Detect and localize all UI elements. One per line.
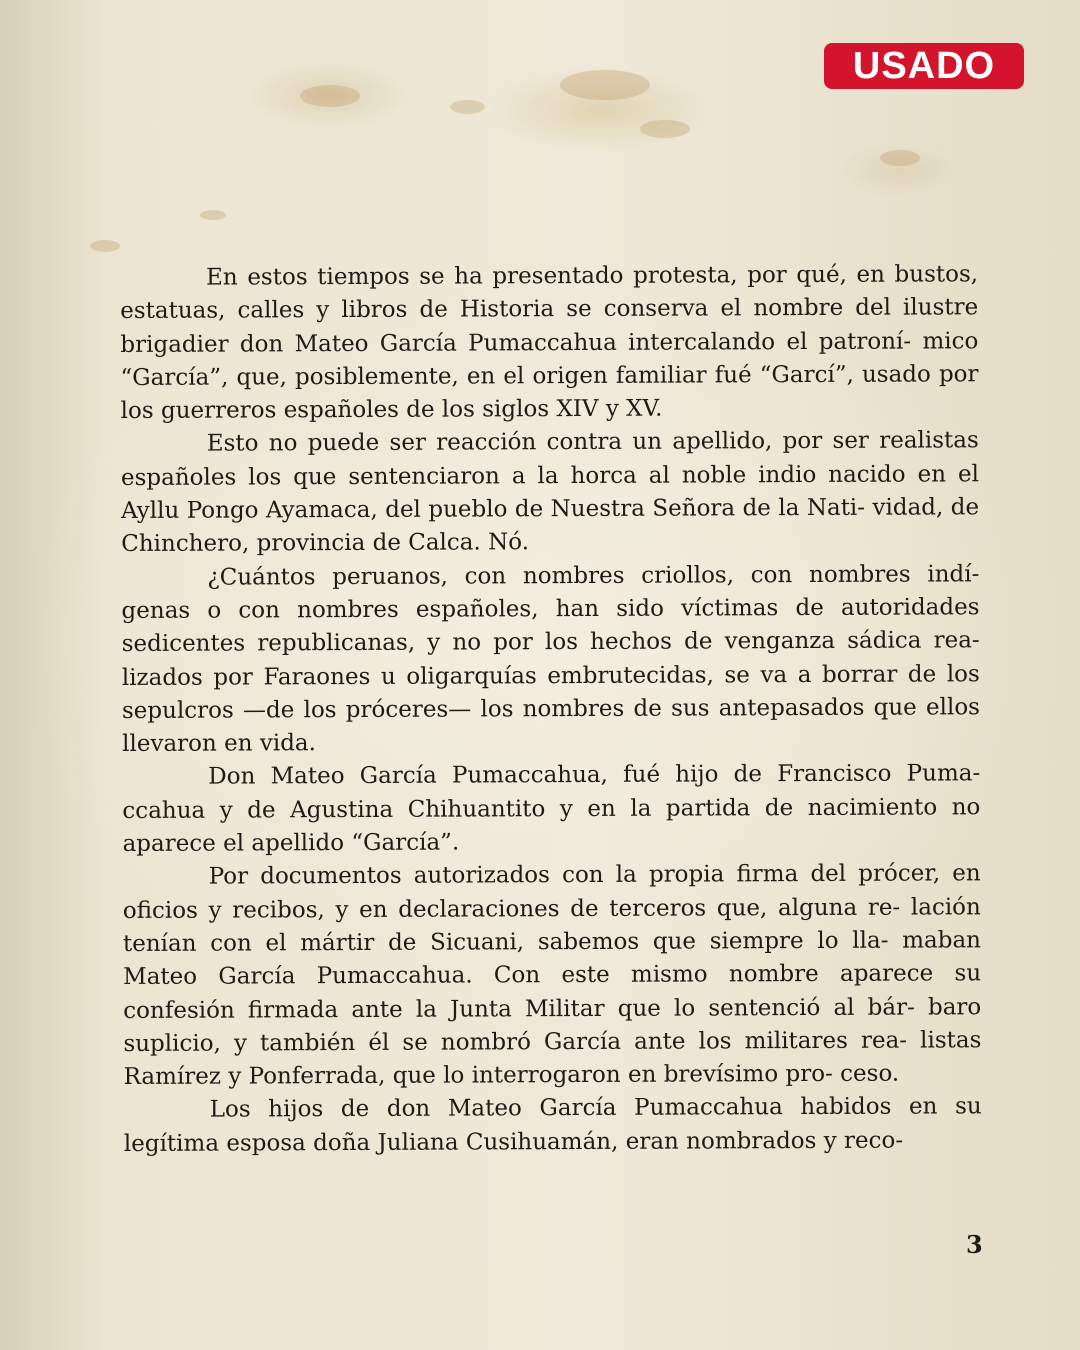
paragraph: En estos tiempos se ha presentado protesta, por qué, en bustos, estatuas, calles y libros de Historia se conserva el nombre del ilustre brigadier don Mateo García Pumaccahua intercalando el patroní- mico “García”, que, posiblemente, en el origen familiar fué “Garcí”, usado por los guerreros españoles de los siglos XIV y XV. <box>120 261 979 425</box>
paper-stain <box>880 150 920 166</box>
paragraph: Esto no puede ser reacción contra un apellido, por ser realistas españoles los que sentenciaron a la horca al noble indio nacido en el Ayllu Pongo Ayamaca, del pueblo de Nuestra Señora de la Nati- vidad, de Chinchero, provincia de Calca. Nó. <box>120 427 980 558</box>
paper-stain <box>450 100 485 114</box>
paragraph: Los hijos de don Mateo García Pumaccahua habidos en su legítima esposa doña Juliana Cusihuamán, eran nombrados y reco- <box>123 1093 982 1157</box>
page-body-text <box>120 258 982 1161</box>
paper-stain <box>640 120 690 138</box>
paragraph: ¿Cuántos peruanos, con nombres criollos, con nombres indí- genas o con nombres españoles, han sido víctimas de autoridades sedicentes republicanas, y no por los hechos de venganza sádica rea- lizados por Faraones u oligarquías embrutecidas, se va a borrar de los sepulcros —de los próceres— los nombres de sus antepasados que ellos llevaron en vida. <box>121 560 981 758</box>
paper-stain <box>200 210 226 220</box>
paper-stain <box>90 240 120 252</box>
paragraph: Por documentos autorizados con la propia firma del prócer, en oficios y recibos, y en declaraciones de terceros que, alguna re- lación tenían con el mártir de Sicuani, sabemos que siempre lo lla- maban Mateo García Pumaccahua. Con este mismo nombre aparece su confesión firmada ante la Junta Militar que lo sentenció al bár- baro suplicio, y también él se nombró García ante los militares rea- listas Ramírez y Ponferrada, que lo interrogaron en brevísimo pro- ceso. <box>122 860 982 1091</box>
paragraph: Don Mateo García Pumaccahua, fué hijo de Francisco Puma- ccahua y de Agustina Chihuantito y en la partida de nacimiento no aparece el apellido “García”. <box>122 760 981 858</box>
used-condition-badge: USADO <box>824 43 1024 89</box>
paper-stain <box>300 85 360 107</box>
paper-stain <box>560 70 650 100</box>
page-number: 3 <box>966 1230 983 1259</box>
